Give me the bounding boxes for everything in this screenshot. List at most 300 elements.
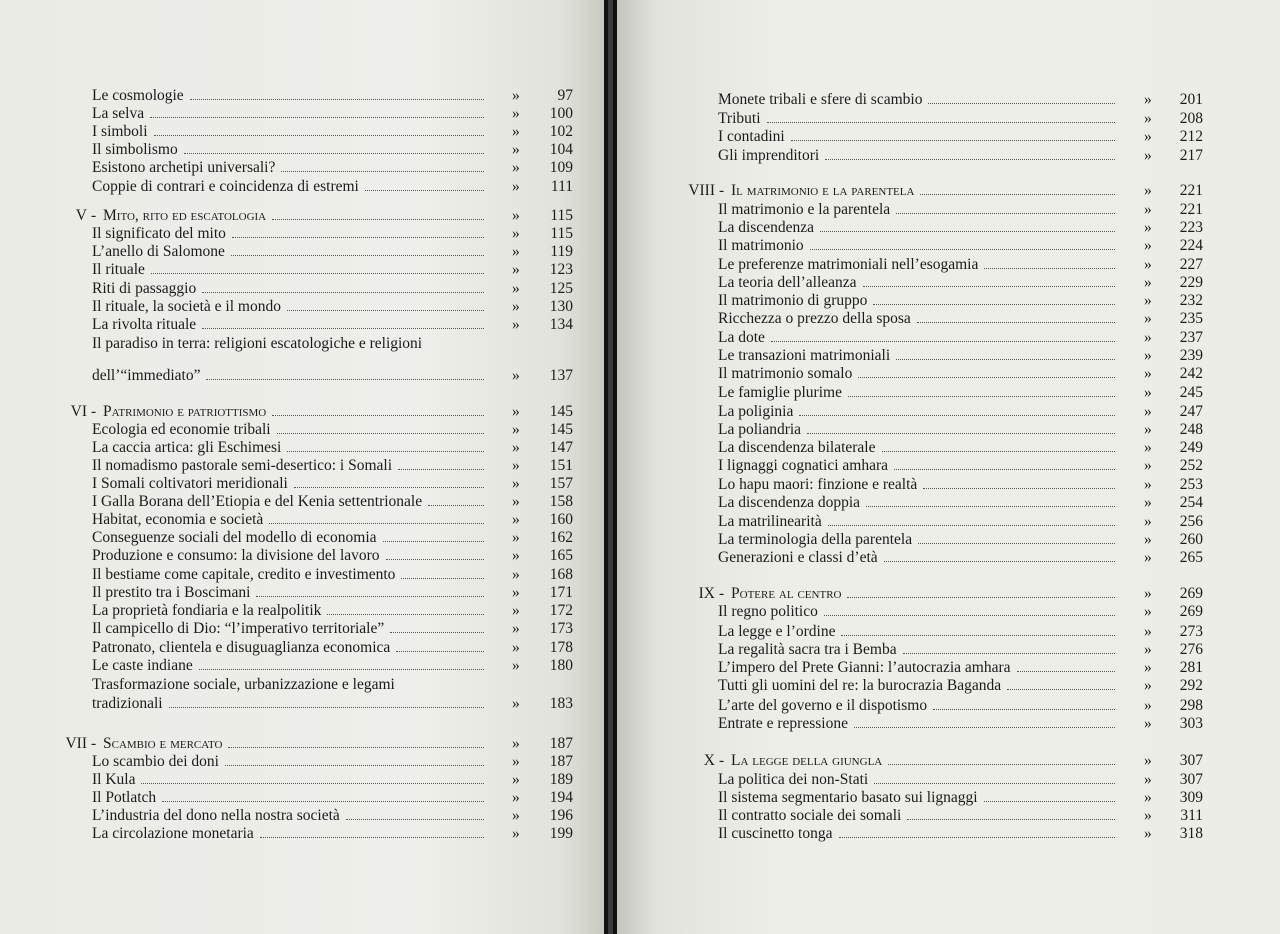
dot-leader bbox=[917, 322, 1115, 323]
toc-entry-row bbox=[617, 806, 1280, 825]
guillemet-mark: » bbox=[512, 403, 520, 420]
dot-leader bbox=[428, 505, 484, 506]
dot-leader bbox=[260, 837, 484, 838]
guillemet-mark: » bbox=[512, 547, 520, 564]
entry-title: Le famiglie plurime bbox=[718, 384, 842, 401]
dot-leader bbox=[287, 451, 484, 452]
dot-leader bbox=[287, 310, 484, 311]
page-number: 171 bbox=[549, 584, 573, 601]
guillemet-mark: » bbox=[512, 493, 520, 510]
guillemet-mark: » bbox=[1144, 256, 1152, 273]
guillemet-mark: » bbox=[512, 159, 520, 176]
toc-chapter-row bbox=[617, 751, 1280, 770]
toc-entry-row bbox=[617, 824, 1280, 843]
guillemet-mark: » bbox=[512, 123, 520, 140]
entry-title: L’impero del Prete Gianni: l’autocrazia amhara bbox=[718, 659, 1011, 676]
entry-title: Il nomadismo pastorale semi-desertico: i Somali bbox=[92, 457, 393, 474]
guillemet-mark: » bbox=[1144, 807, 1152, 824]
toc-entry-row bbox=[617, 622, 1280, 641]
chapter-number: VII bbox=[65, 735, 87, 752]
entry-title: La dote bbox=[718, 329, 765, 346]
dot-leader bbox=[799, 415, 1115, 416]
page-number: 307 bbox=[1179, 771, 1203, 788]
left-page bbox=[0, 0, 604, 934]
toc-entry-row bbox=[617, 548, 1280, 567]
page-number: 269 bbox=[1179, 603, 1203, 620]
entry-title: La regalità sacra tra i Bemba bbox=[718, 641, 897, 658]
dot-leader bbox=[984, 268, 1115, 269]
dot-leader bbox=[202, 328, 484, 329]
guillemet-mark: » bbox=[512, 105, 520, 122]
guillemet-mark: » bbox=[1144, 771, 1152, 788]
page-number: 178 bbox=[549, 639, 573, 656]
page-number: 158 bbox=[549, 493, 573, 510]
guillemet-mark: » bbox=[512, 316, 520, 333]
dot-leader bbox=[386, 559, 484, 560]
guillemet-mark: » bbox=[512, 584, 520, 601]
page-number: 201 bbox=[1179, 91, 1203, 108]
entry-title-continued: dell’“immediato” bbox=[92, 367, 201, 384]
toc-entry-row bbox=[617, 475, 1280, 494]
dot-leader bbox=[231, 255, 484, 256]
toc-entry-row bbox=[617, 530, 1280, 549]
dot-leader bbox=[232, 237, 484, 238]
toc-entry-row bbox=[617, 146, 1280, 165]
toc-entry-row bbox=[0, 158, 604, 177]
entry-title: Il paradiso in terra: religioni escatologiche e religioni bbox=[92, 335, 423, 352]
dot-leader bbox=[863, 286, 1115, 287]
page-number: 173 bbox=[549, 620, 573, 637]
chapter-number: VI bbox=[70, 403, 87, 420]
dot-leader bbox=[184, 153, 484, 154]
page-number: 265 bbox=[1179, 549, 1203, 566]
dot-leader bbox=[401, 578, 484, 579]
dot-leader bbox=[294, 487, 484, 488]
dot-leader bbox=[225, 765, 484, 766]
toc-entry-row bbox=[617, 328, 1280, 347]
guillemet-mark: » bbox=[1144, 237, 1152, 254]
entry-title: Trasformazione sociale, urbanizzazione e legami bbox=[92, 676, 395, 693]
entry-title: Ricchezza o prezzo della sposa bbox=[718, 310, 911, 327]
toc-entry-row bbox=[617, 309, 1280, 328]
dot-leader bbox=[820, 231, 1115, 232]
guillemet-mark: » bbox=[1144, 752, 1152, 769]
toc-entry-row bbox=[617, 788, 1280, 807]
entry-title: I Somali coltivatori meridionali bbox=[92, 475, 288, 492]
entry-title: Il Potlatch bbox=[92, 789, 157, 806]
entry-title: La teoria dell’alleanza bbox=[718, 274, 857, 291]
page-number: 165 bbox=[549, 547, 573, 564]
chapter-number: IX bbox=[698, 585, 715, 602]
page-number: 247 bbox=[1179, 403, 1203, 420]
page-number: 303 bbox=[1179, 715, 1203, 732]
toc-entry-row bbox=[617, 364, 1280, 383]
chapter-title: Potere al centro bbox=[731, 585, 842, 602]
entry-title: I Galla Borana dell’Etiopia e del Kenia settentrionale bbox=[92, 493, 423, 510]
toc-entry-row bbox=[0, 565, 604, 584]
chapter-title: Scambio e mercato bbox=[103, 735, 223, 752]
dot-leader bbox=[272, 415, 484, 416]
chapter-dash: - bbox=[91, 207, 97, 224]
guillemet-mark: » bbox=[1144, 91, 1152, 108]
guillemet-mark: » bbox=[1144, 421, 1152, 438]
dot-leader bbox=[810, 249, 1115, 250]
dot-leader bbox=[228, 747, 484, 748]
dot-leader bbox=[866, 506, 1115, 507]
chapter-dash: - bbox=[719, 752, 725, 769]
chapter-dash: - bbox=[91, 735, 97, 752]
toc-entry-row bbox=[0, 224, 604, 243]
page-number: 157 bbox=[549, 475, 573, 492]
page-number: 269 bbox=[1179, 585, 1203, 602]
guillemet-mark: » bbox=[1144, 128, 1152, 145]
entry-title: Gli imprenditori bbox=[718, 147, 820, 164]
toc-entry-row bbox=[0, 474, 604, 493]
page-number: 252 bbox=[1179, 457, 1203, 474]
dot-leader bbox=[346, 819, 484, 820]
toc-entry-row bbox=[0, 140, 604, 159]
page-number: 115 bbox=[550, 225, 573, 242]
guillemet-mark: » bbox=[1144, 310, 1152, 327]
page-number: 147 bbox=[549, 439, 573, 456]
toc-entry-row bbox=[0, 456, 604, 475]
dot-leader bbox=[281, 171, 484, 172]
entry-title: Habitat, economia e società bbox=[92, 511, 264, 528]
guillemet-mark: » bbox=[1144, 659, 1152, 676]
entry-title: Il campicello di Dio: “l’imperativo territoriale” bbox=[92, 620, 385, 637]
guillemet-mark: » bbox=[512, 439, 520, 456]
guillemet-mark: » bbox=[512, 639, 520, 656]
page-number: 260 bbox=[1179, 531, 1203, 548]
dot-leader bbox=[848, 396, 1115, 397]
entry-title: Lo scambio dei doni bbox=[92, 753, 219, 770]
entry-title: Il Kula bbox=[92, 771, 136, 788]
dot-leader bbox=[151, 273, 484, 274]
guillemet-mark: » bbox=[512, 771, 520, 788]
dot-leader bbox=[918, 543, 1115, 544]
page-number: 229 bbox=[1179, 274, 1203, 291]
dot-leader bbox=[169, 707, 484, 708]
chapter-number: X bbox=[703, 752, 715, 769]
page-number: 189 bbox=[549, 771, 573, 788]
guillemet-mark: » bbox=[1144, 439, 1152, 456]
page-number: 183 bbox=[549, 695, 573, 712]
dot-leader bbox=[884, 561, 1115, 562]
toc-entry-row bbox=[0, 656, 604, 675]
page-number: 237 bbox=[1179, 329, 1203, 346]
guillemet-mark: » bbox=[512, 280, 520, 297]
dot-leader bbox=[398, 469, 484, 470]
entry-title: Conseguenze sociali del modello di economia bbox=[92, 529, 377, 546]
chapter-title: Patrimonio e patriottismo bbox=[103, 403, 267, 420]
page-number: 212 bbox=[1179, 128, 1203, 145]
entry-title: Generazioni e classi d’età bbox=[718, 549, 878, 566]
page-number: 125 bbox=[549, 280, 573, 297]
toc-entry-row bbox=[0, 824, 604, 843]
guillemet-mark: » bbox=[1144, 513, 1152, 530]
entry-title: Il significato del mito bbox=[92, 225, 226, 242]
toc-entry-row bbox=[0, 177, 604, 196]
dot-leader bbox=[791, 140, 1115, 141]
page-number: 208 bbox=[1179, 110, 1203, 127]
toc-entry-row bbox=[617, 770, 1280, 789]
page-number: 235 bbox=[1179, 310, 1203, 327]
page-number: 223 bbox=[1179, 219, 1203, 236]
guillemet-mark: » bbox=[512, 657, 520, 674]
guillemet-mark: » bbox=[512, 178, 520, 195]
entry-title: Il matrimonio somalo bbox=[718, 365, 853, 382]
entry-title: La politica dei non-Stati bbox=[718, 771, 869, 788]
dot-leader bbox=[903, 653, 1115, 654]
guillemet-mark: » bbox=[1144, 201, 1152, 218]
toc-chapter-row bbox=[617, 181, 1280, 200]
dot-leader bbox=[1007, 689, 1115, 690]
page-number: 221 bbox=[1179, 182, 1203, 199]
toc-entry-row bbox=[617, 658, 1280, 677]
toc-entry-row bbox=[617, 714, 1280, 733]
toc-entry-row bbox=[0, 546, 604, 565]
dot-leader bbox=[841, 635, 1115, 636]
toc-entry-row bbox=[0, 122, 604, 141]
dot-leader bbox=[150, 117, 484, 118]
entry-title: Esistono archetipi universali? bbox=[92, 159, 276, 176]
toc-entry-row bbox=[0, 583, 604, 602]
guillemet-mark: » bbox=[1144, 329, 1152, 346]
entry-title: I contadini bbox=[718, 128, 785, 145]
page-number: 145 bbox=[549, 403, 573, 420]
entry-title: I simboli bbox=[92, 123, 148, 140]
dot-leader bbox=[839, 837, 1115, 838]
toc-list-right bbox=[617, 0, 1280, 934]
toc-entry-row bbox=[617, 200, 1280, 219]
entry-title: Ecologia ed economie tribali bbox=[92, 421, 271, 438]
entry-title: La discendenza doppia bbox=[718, 494, 861, 511]
entry-title: Il sistema segmentario basato sui lignaggi bbox=[718, 789, 978, 806]
toc-entry-row bbox=[617, 456, 1280, 475]
page-number: 273 bbox=[1179, 623, 1203, 640]
toc-chapter-row bbox=[0, 402, 604, 421]
page-number: 123 bbox=[549, 261, 573, 278]
entry-title: Coppie di contrari e coincidenza di estremi bbox=[92, 178, 359, 195]
guillemet-mark: » bbox=[512, 735, 520, 752]
guillemet-mark: » bbox=[1144, 476, 1152, 493]
guillemet-mark: » bbox=[512, 225, 520, 242]
dot-leader bbox=[894, 469, 1115, 470]
entry-title: Il prestito tra i Boscimani bbox=[92, 584, 251, 601]
dot-leader bbox=[767, 122, 1115, 123]
dot-leader bbox=[984, 801, 1115, 802]
entry-title: Lo hapu maori: finzione e realtà bbox=[718, 476, 918, 493]
page-number: 109 bbox=[549, 159, 573, 176]
toc-entry-row bbox=[0, 788, 604, 807]
entry-title: La selva bbox=[92, 105, 145, 122]
dot-leader bbox=[1017, 671, 1115, 672]
page-number: 217 bbox=[1179, 147, 1203, 164]
guillemet-mark: » bbox=[512, 695, 520, 712]
guillemet-mark: » bbox=[1144, 697, 1152, 714]
entry-title: Il bestiame come capitale, credito e investimento bbox=[92, 566, 396, 583]
toc-entry-row bbox=[617, 255, 1280, 274]
page-number: 196 bbox=[549, 807, 573, 824]
toc-entry-row bbox=[0, 601, 604, 620]
page-number: 307 bbox=[1179, 752, 1203, 769]
chapter-dash: - bbox=[91, 403, 97, 420]
page-number: 245 bbox=[1179, 384, 1203, 401]
page-number: 137 bbox=[549, 367, 573, 384]
page-number: 227 bbox=[1179, 256, 1203, 273]
dot-leader bbox=[277, 433, 484, 434]
dot-leader bbox=[858, 377, 1115, 378]
page-number: 104 bbox=[549, 141, 573, 158]
dot-leader bbox=[365, 190, 484, 191]
guillemet-mark: » bbox=[512, 141, 520, 158]
dot-leader bbox=[847, 597, 1115, 598]
page-number: 102 bbox=[549, 123, 573, 140]
entry-title: La circolazione monetaria bbox=[92, 825, 254, 842]
entry-title: Il simbolismo bbox=[92, 141, 178, 158]
chapter-number: V bbox=[75, 207, 87, 224]
page-number: 281 bbox=[1179, 659, 1203, 676]
toc-entry-row bbox=[617, 273, 1280, 292]
guillemet-mark: » bbox=[512, 87, 520, 104]
guillemet-mark: » bbox=[1144, 365, 1152, 382]
page-number: 172 bbox=[549, 602, 573, 619]
page-number: 134 bbox=[549, 316, 573, 333]
guillemet-mark: » bbox=[512, 243, 520, 260]
toc-entry-row bbox=[0, 619, 604, 638]
guillemet-mark: » bbox=[512, 620, 520, 637]
guillemet-mark: » bbox=[1144, 641, 1152, 658]
dot-leader bbox=[206, 379, 484, 380]
dot-leader bbox=[933, 709, 1115, 710]
toc-entry-row bbox=[0, 279, 604, 298]
chapter-dash: - bbox=[719, 182, 725, 199]
dot-leader bbox=[896, 359, 1115, 360]
page-number: 256 bbox=[1179, 513, 1203, 530]
guillemet-mark: » bbox=[1144, 494, 1152, 511]
guillemet-mark: » bbox=[512, 367, 520, 384]
guillemet-mark: » bbox=[512, 753, 520, 770]
guillemet-mark: » bbox=[512, 789, 520, 806]
page-number: 199 bbox=[549, 825, 573, 842]
dot-leader bbox=[854, 727, 1115, 728]
toc-list-left bbox=[0, 0, 604, 934]
guillemet-mark: » bbox=[1144, 825, 1152, 842]
toc-entry-row bbox=[617, 291, 1280, 310]
toc-entry-row bbox=[617, 420, 1280, 439]
toc-entry-row bbox=[617, 676, 1280, 695]
guillemet-mark: » bbox=[1144, 677, 1152, 694]
page-number: 298 bbox=[1179, 697, 1203, 714]
toc-entry-row bbox=[0, 86, 604, 105]
entry-title: La discendenza bbox=[718, 219, 814, 236]
toc-entry-row bbox=[617, 218, 1280, 237]
entry-title: Tutti gli uomini del re: la burocrazia Baganda bbox=[718, 677, 1002, 694]
dot-leader bbox=[824, 615, 1115, 616]
dot-leader bbox=[928, 103, 1115, 104]
page-number: 311 bbox=[1180, 807, 1203, 824]
dot-leader bbox=[828, 525, 1115, 526]
toc-entry-row-continued bbox=[0, 694, 604, 713]
page-number: 111 bbox=[550, 178, 573, 195]
guillemet-mark: » bbox=[512, 475, 520, 492]
page-number: 249 bbox=[1179, 439, 1203, 456]
guillemet-mark: » bbox=[1144, 549, 1152, 566]
dot-leader bbox=[162, 801, 484, 802]
page-number: 242 bbox=[1179, 365, 1203, 382]
entry-title: L’arte del governo e il dispotismo bbox=[718, 697, 928, 714]
toc-entry-row bbox=[0, 638, 604, 657]
toc-entry-row bbox=[0, 260, 604, 279]
dot-leader bbox=[190, 99, 484, 100]
page-number: 232 bbox=[1179, 292, 1203, 309]
guillemet-mark: » bbox=[1144, 623, 1152, 640]
entry-title: L’industria del dono nella nostra società bbox=[92, 807, 340, 824]
guillemet-mark: » bbox=[512, 298, 520, 315]
guillemet-mark: » bbox=[512, 825, 520, 842]
page-number: 115 bbox=[550, 207, 573, 224]
dot-leader bbox=[272, 219, 484, 220]
toc-entry-row bbox=[0, 104, 604, 123]
entry-title: La poliginia bbox=[718, 403, 794, 420]
toc-entry-row-continued bbox=[0, 366, 604, 385]
page-number: 221 bbox=[1179, 201, 1203, 218]
entry-title: La poliandria bbox=[718, 421, 802, 438]
toc-entry-row bbox=[0, 334, 604, 353]
toc-entry-row bbox=[0, 242, 604, 261]
guillemet-mark: » bbox=[1144, 147, 1152, 164]
entry-title: L’anello di Salomone bbox=[92, 243, 225, 260]
toc-entry-row bbox=[0, 420, 604, 439]
toc-chapter-row bbox=[0, 206, 604, 225]
page-number: 145 bbox=[549, 421, 573, 438]
toc-entry-row bbox=[617, 512, 1280, 531]
page-number: 194 bbox=[549, 789, 573, 806]
entry-title: Il matrimonio e la parentela bbox=[718, 201, 891, 218]
guillemet-mark: » bbox=[512, 457, 520, 474]
toc-entry-row bbox=[0, 675, 604, 694]
guillemet-mark: » bbox=[1144, 384, 1152, 401]
dot-leader bbox=[896, 213, 1115, 214]
page-number: 119 bbox=[550, 243, 573, 260]
dot-leader bbox=[141, 783, 484, 784]
entry-title: Le cosmologie bbox=[92, 87, 184, 104]
entry-title: Patronato, clientela e disuguaglianza economica bbox=[92, 639, 391, 656]
toc-entry-row bbox=[617, 127, 1280, 146]
dot-leader bbox=[923, 488, 1115, 489]
guillemet-mark: » bbox=[512, 602, 520, 619]
guillemet-mark: » bbox=[512, 566, 520, 583]
dot-leader bbox=[888, 764, 1115, 765]
dot-leader bbox=[873, 304, 1115, 305]
page-number: 224 bbox=[1179, 237, 1203, 254]
guillemet-mark: » bbox=[512, 207, 520, 224]
dot-leader bbox=[882, 451, 1115, 452]
toc-entry-row bbox=[0, 752, 604, 771]
toc-entry-row bbox=[0, 770, 604, 789]
guillemet-mark: » bbox=[1144, 347, 1152, 364]
page-number: 253 bbox=[1179, 476, 1203, 493]
toc-entry-row bbox=[617, 602, 1280, 621]
toc-entry-row bbox=[617, 346, 1280, 365]
entry-title: Le caste indiane bbox=[92, 657, 193, 674]
guillemet-mark: » bbox=[512, 511, 520, 528]
toc-entry-row bbox=[617, 438, 1280, 457]
page-number: 309 bbox=[1179, 789, 1203, 806]
page-number: 187 bbox=[549, 753, 573, 770]
guillemet-mark: » bbox=[1144, 274, 1152, 291]
guillemet-mark: » bbox=[1144, 531, 1152, 548]
